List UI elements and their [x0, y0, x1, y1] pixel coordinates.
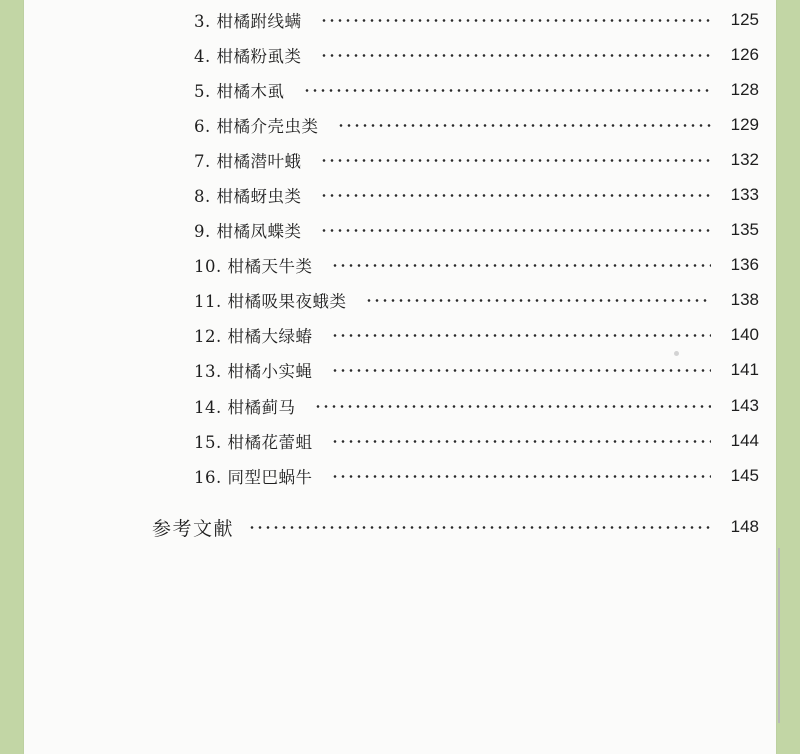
toc-entry: [194, 462, 759, 490]
toc-entry: [194, 321, 759, 349]
toc-entry-page: 125: [730, 10, 759, 29]
dot-leader: [331, 264, 712, 267]
toc-entry: [194, 111, 759, 139]
toc-entry-title: 13. 柑橘小实蝇: [194, 362, 313, 381]
toc-entry-title: 10. 柑橘天牛类: [194, 257, 313, 276]
toc-entry: [194, 356, 759, 384]
toc-entry-page: 138: [730, 290, 759, 309]
toc-entry-page: 133: [730, 185, 759, 204]
toc-entry-title: 14. 柑橘蓟马: [194, 398, 296, 417]
toc-entry: [194, 6, 759, 34]
toc-entry-title: 12. 柑橘大绿蝽: [194, 327, 313, 346]
toc-entry-page: 135: [730, 220, 759, 239]
toc-entry: [194, 286, 759, 314]
dot-leader: [320, 19, 712, 22]
dot-leader: [365, 299, 712, 302]
toc-entry-title: 9. 柑橘凤蝶类: [194, 222, 302, 241]
toc-entry-title: 8. 柑橘蚜虫类: [194, 187, 302, 206]
dot-leader: [337, 124, 712, 127]
toc-entry-page: 136: [730, 255, 759, 274]
toc-entry-title: 3. 柑橘跗线螨: [194, 12, 302, 31]
dot-leader: [331, 475, 712, 478]
dot-leader: [248, 526, 711, 529]
references-page: 148: [730, 517, 759, 536]
toc-entry: [194, 251, 759, 279]
book-page: [24, 0, 776, 754]
dot-leader: [320, 54, 712, 57]
toc-entry-title: 6. 柑橘介壳虫类: [194, 117, 319, 136]
toc-entry-title: 5. 柑橘木虱: [194, 82, 285, 101]
page-edge-line: [778, 548, 780, 723]
dot-leader: [331, 369, 712, 372]
toc-entry-page: 132: [730, 150, 759, 169]
dot-leader: [314, 405, 712, 408]
toc-entry: [194, 392, 759, 420]
toc-entry-page: 141: [730, 360, 759, 379]
toc-entry: [194, 216, 759, 244]
dot-leader: [320, 229, 712, 232]
toc-entry-page: 145: [730, 466, 759, 485]
dot-leader: [331, 440, 712, 443]
toc-entry: [194, 427, 759, 455]
toc-entry-references: [152, 513, 759, 541]
toc-entry-page: 129: [730, 115, 759, 134]
toc-entry-page: 143: [730, 396, 759, 415]
toc-entry: [194, 146, 759, 174]
references-title: 参考文献: [152, 517, 235, 540]
dot-leader: [303, 89, 712, 92]
toc-entry-page: 140: [730, 325, 759, 344]
toc-entry-title: 4. 柑橘粉虱类: [194, 47, 302, 66]
toc-entry: [194, 41, 759, 69]
dot-leader: [320, 159, 712, 162]
toc-entry-title: 7. 柑橘潜叶蛾: [194, 152, 302, 171]
toc-entry-title: 11. 柑橘吸果夜蛾类: [194, 292, 347, 311]
toc-entry-page: 126: [730, 45, 759, 64]
toc-entry-title: 15. 柑橘花蕾蛆: [194, 433, 313, 452]
toc-entry-page: 144: [730, 431, 759, 450]
toc-entry: [194, 76, 759, 104]
dot-leader: [320, 194, 712, 197]
dot-leader: [331, 334, 712, 337]
toc-entry-title: 16. 同型巴蜗牛: [194, 468, 313, 487]
toc-entry: [194, 181, 759, 209]
toc-entry-page: 128: [730, 80, 759, 99]
